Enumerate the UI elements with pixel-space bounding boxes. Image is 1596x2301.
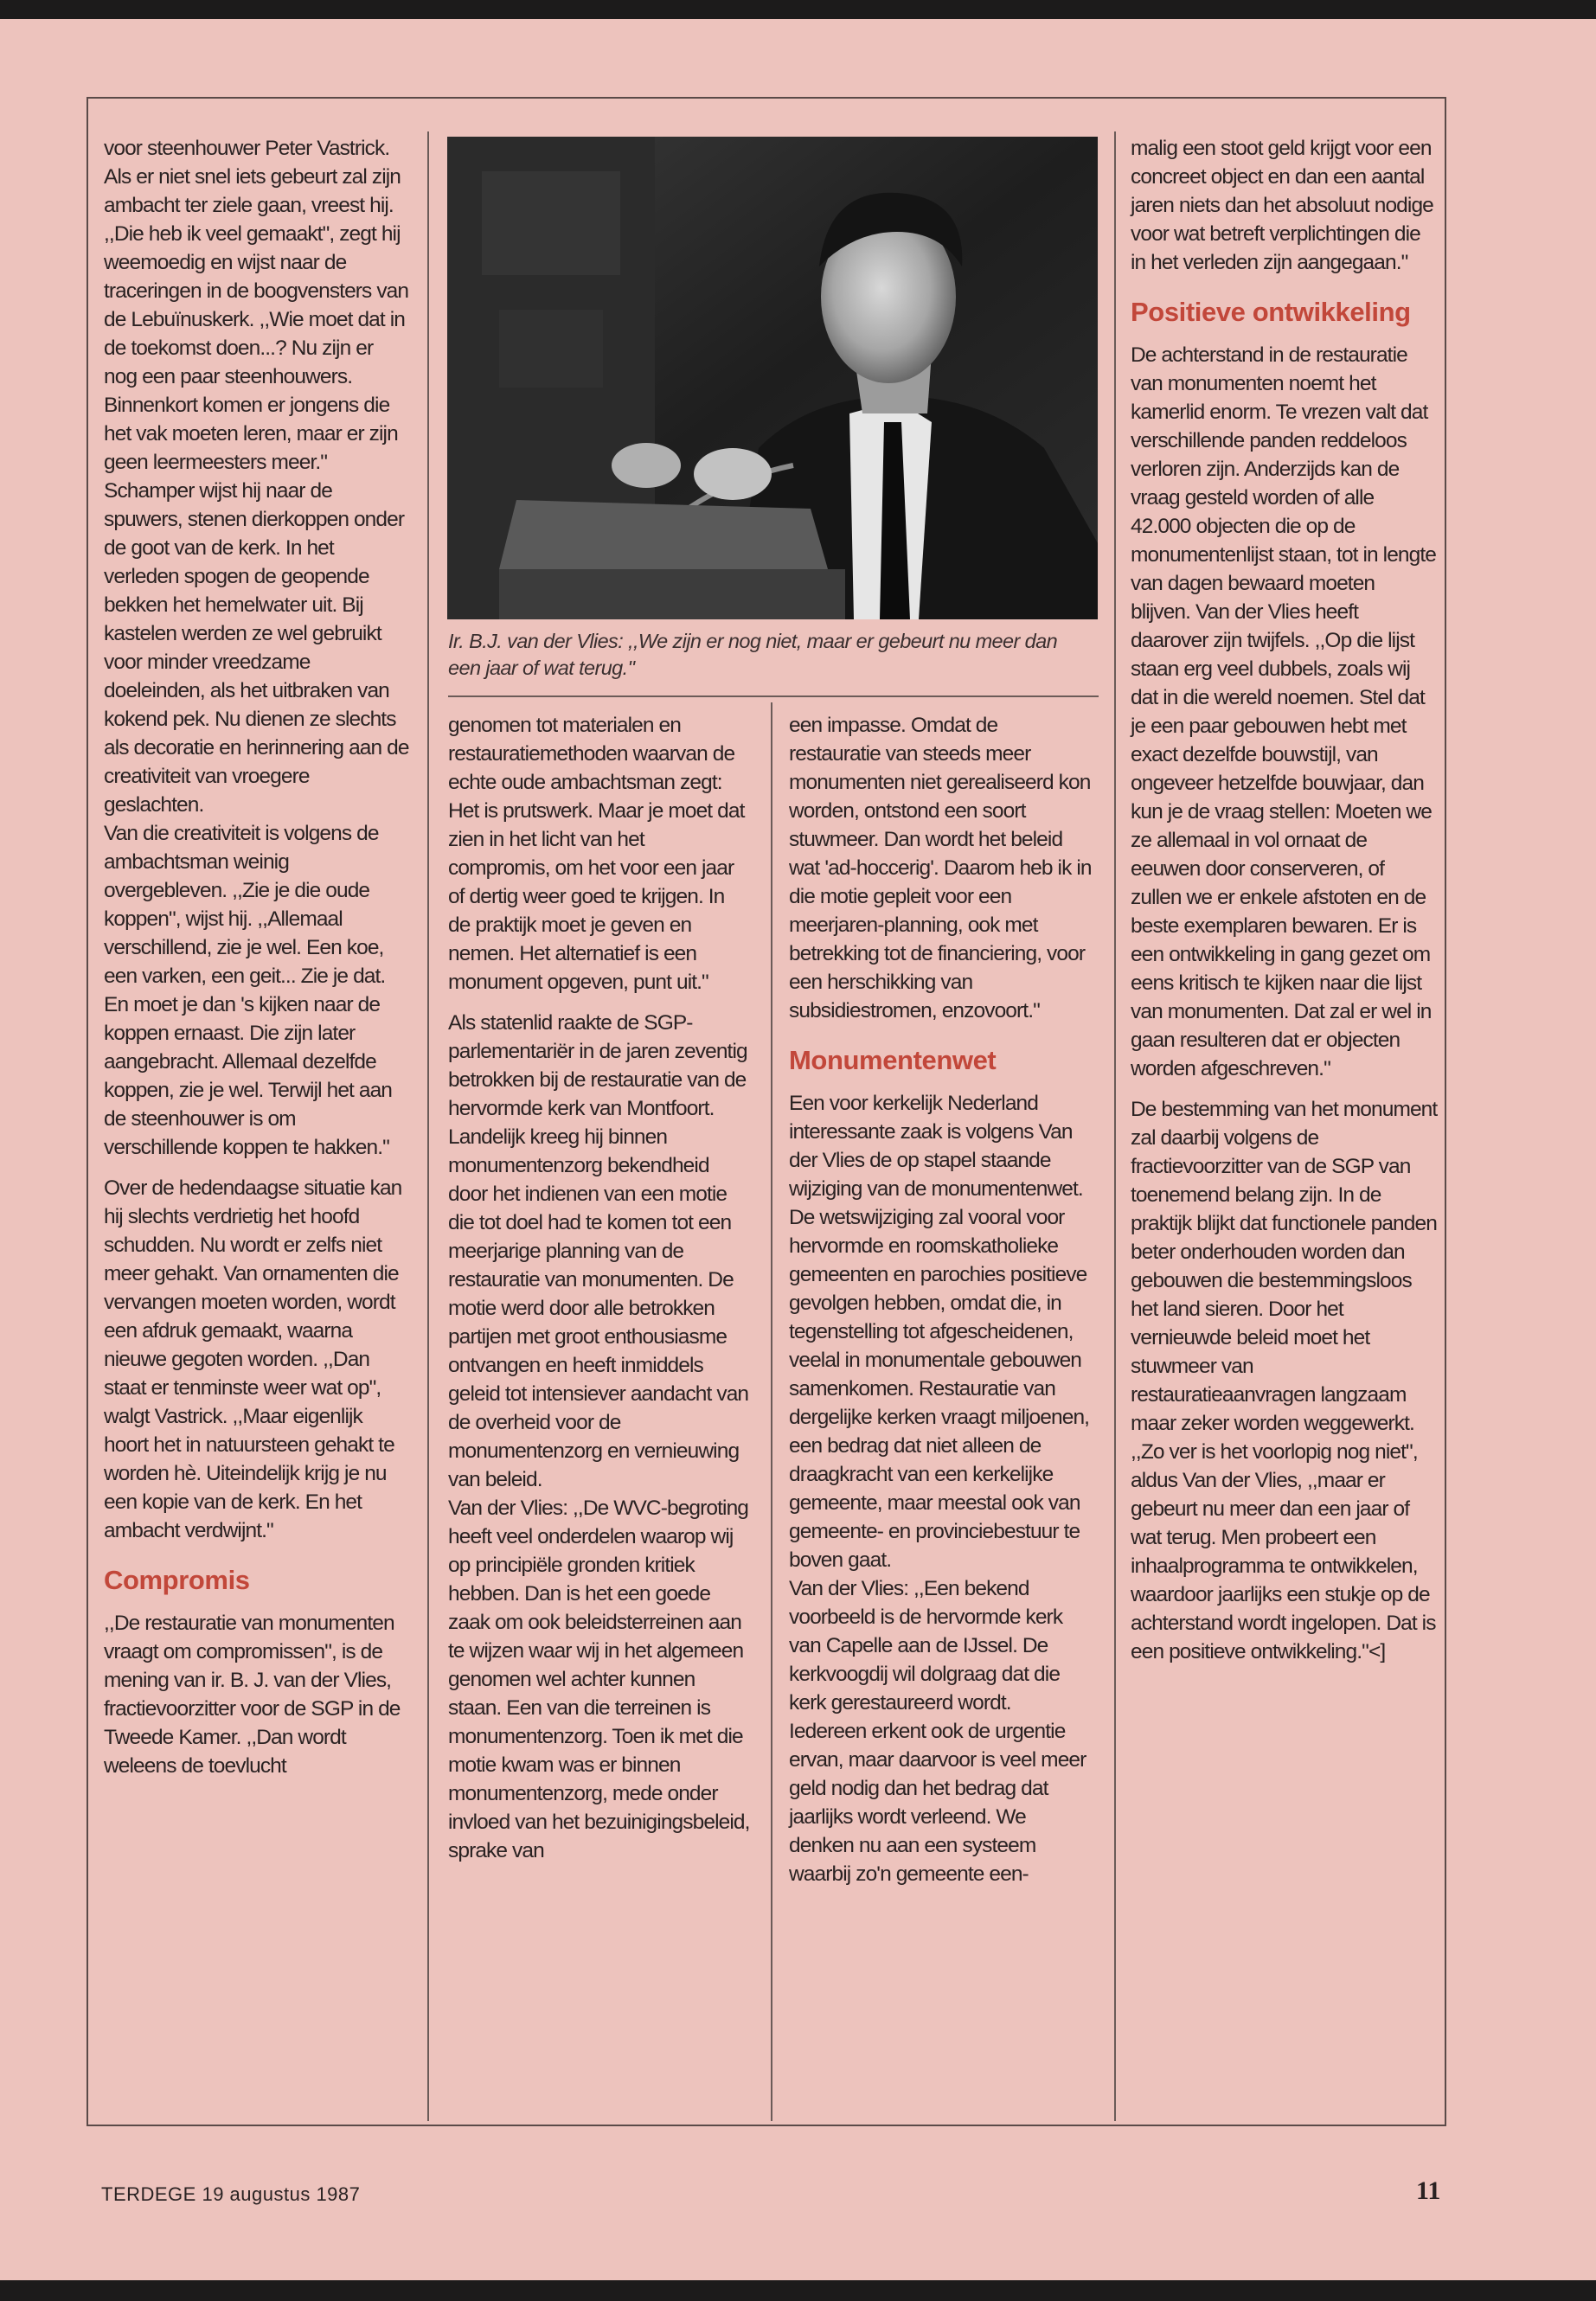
- caption-rule: [448, 695, 1099, 697]
- paragraph: Van die creativiteit is volgens de ambachtsman weinig overgebleven. ,,Zie je die oude koppen", wijst hij. ,,Allemaal verschillend, zie je wel. Een koe, een varken, een geit... Zie je dat. En moet je dan 's kijken naar de koppen ernaast. Die zijn later aangebracht. Allemaal dezelfde koppen, zie je wel. Terwijl het aan de steenhouwer is om verschillende koppen te hakken.": [104, 822, 393, 1159]
- paragraph: Van der Vlies: ,,De WVC-begroting heeft veel onderdelen waarop wij op principiële gronden kritiek hebben. Dan is het een goede zaak om ook beleidsterreinen aan te wijzen waar wij in het algemeen genomen wel achter kunnen staan. Een van die terreinen is monumentenzorg. Toen ik met die motie kwam was er binnen monumentenzorg, mede onder invloed van het bezuinigingsbeleid, sprake van: [448, 1497, 750, 1862]
- column-divider: [427, 131, 429, 2121]
- paragraph: Als statenlid raakte de SGP-parlementariër in de jaren zeventig betrokken bij de restauratie van de hervormde kerk van Montfoort. Landelijk kreeg hij binnen monumentenzorg bekendheid door het indienen van een motie die tot doel had te komen tot een meerjarige planning van de restauratie van monumenten. De motie werd door alle betrokken partijen met groot enthousiasme ontvangen en heeft inmiddels geleid tot intensiever aandacht van de overheid voor de monumentenzorg en vernieuwing van beleid.: [448, 1011, 749, 1491]
- paragraph: Schamper wijst hij naar de spuwers, stenen dierkoppen onder de goot van de kerk. In het verleden spogen de geopende bekken het hemelwater uit. Bij kastelen werden ze wel gebruikt voor minder vreedzame doeleinden, als het uitbraken van kokend pek. Nu dienen ze slechts als decoratie en herinnering aan de creativiteit van vroegere geslachten.: [104, 479, 409, 817]
- column-divider: [1114, 131, 1116, 2121]
- column-divider: [771, 702, 772, 2121]
- article-column-2: [448, 711, 751, 1865]
- paragraph: Van der Vlies: ,,Een bekend voorbeeld is de hervormde kerk van Capelle aan de IJssel. De kerkvoogdij wil dolgraag dat die kerk gerestaureerd wordt. Iedereen erkent ook de urgentie ervan, maar daarvoor is veel meer geld nodig dan het bedrag dat jaarlijks wordt verleend. We denken nu aan een systeem waarbij zo'n gemeente een-: [789, 1577, 1086, 1886]
- paragraph: Over de hedendaagse situatie kan hij slechts verdrietig het hoofd schudden. Nu wordt er zelfs niet meer gehakt. Van ornamenten die vervangen moeten worden, wordt een afdruk gemaakt, waarna nieuwe gegoten worden. ,,Dan staat er tenminste weer wat op", walgt Vastrick. ,,Maar eigenlijk hoort het in natuursteen gehakt te worden hè. Uiteindelijk krijg je nu een kopie van de kerk. En het ambacht verdwijnt.": [104, 1176, 402, 1542]
- article-column-1: [104, 134, 411, 1780]
- portrait-photo: [447, 137, 1098, 619]
- section-heading-compromis: Compromis: [104, 1565, 250, 1595]
- paragraph: De bestemming van het monument zal daarbij volgens de fractievoorzitter van de SGP van toenemend belang zijn. In de praktijk blijkt dat functionele panden beter onderhouden worden dan gebouwen die bestemmingsloos het land sieren. Door het vernieuwde beleid moet het stuwmeer van restauratieaanvragen langzaam maar zeker worden weggewerkt.: [1131, 1098, 1438, 1435]
- scan-bottom-edge: [0, 2280, 1596, 2301]
- paragraph: genomen tot materialen en restauratiemethoden waarvan de echte oude ambachtsman zegt: Het is prutswerk. Maar je moet dat zien in het licht van het compromis, om het voor een jaar of dertig weer goed te krijgen. In de praktijk moet je geven en nemen. Het alternatief is een monument opgeven, punt uit.": [448, 714, 745, 994]
- paragraph: malig een stoot geld krijgt voor een concreet object en dan een aantal jaren niets dan het absoluut nodige voor wat betreft verplichtingen die in het verleden zijn aangegaan.": [1131, 137, 1433, 274]
- paragraph: voor steenhouwer Peter Vastrick. Als er niet snel iets gebeurt zal zijn ambacht ter ziele gaan, vreest hij. ,,Die heb ik veel gemaakt", zegt hij weemoedig en wijst naar de traceringen in de boogvensters van de Lebuïnuskerk. ,,Wie moet dat in de toekomst doen...? Nu zijn er nog een paar steenhouwers. Binnenkort komen er jongens die het vak moeten leren, maar er zijn geen leermeesters meer.": [104, 137, 409, 474]
- publication-info: TERDEGE 19 augustus 1987: [101, 2183, 361, 2205]
- scan-top-edge: [0, 0, 1596, 19]
- paragraph: De achterstand in de restauratie van monumenten noemt het kamerlid enorm. Te vrezen valt dat verschillende panden reddeloos verloren zijn. Anderzijds kan de vraag gesteld worden of alle 42.000 objecten die op de monumentenlijst staan, tot in lengte van dagen bewaard moeten blijven. Van der Vlies heeft daarover zijn twijfels. ,,Op die lijst staan erg veel dubbels, zoals wij dat in die wereld noemen. Stel dat je een paar gebouwen hebt met exact dezelfde bouwstijl, van ongeveer hetzelfde bouwjaar, dan kun je de vraag stellen: Moeten we ze allemaal in vol ornaat de eeuwen door conserveren, of zullen we er enkele afstoten en de beste exemplaren bewaren. Er is een ontwikkeling in gang gezet om eens kritisch te kijken naar die lijst van monumenten. Dat zal er wel in gaan resulteren dat er objecten worden afgeschreven.": [1131, 343, 1437, 1080]
- paragraph: een impasse. Omdat de restauratie van steeds meer monumenten niet gerealiseerd kon worden, ontstond een soort stuwmeer. Dan wordt het beleid wat 'ad-hoccerig'. Daarom heb ik in die motie gepleit voor een meerjaren-planning, ook met betrekking tot de financiering, voor een herschikking van subsidiestromen, enzovoort.": [789, 714, 1092, 1022]
- paragraph: Een voor kerkelijk Nederland interessante zaak is volgens Van der Vlies de op stapel staande wijziging van de monumentenwet. De wetswijziging zal vooral voor hervormde en roomskatholieke gemeenten en parochies positieve gevolgen hebben, omdat die, in tegenstelling tot afgescheidenen, veelal in monumentale gebouwen samenkomen. Restauratie van dergelijke kerken vraagt miljoenen, een bedrag dat niet alleen de draagkracht van een kerkelijke gemeente, maar meestal ook van gemeente- en provinciebestuur te boven gaat.: [789, 1092, 1090, 1572]
- article-column-3: [789, 711, 1092, 1888]
- section-heading-monumentenwet: Monumentenwet: [789, 1045, 997, 1075]
- article-column-4: [1131, 134, 1438, 1666]
- paragraph: ,,Zo ver is het voorlopig nog niet", aldus Van der Vlies, ,,maar er gebeurt nu meer dan een jaar of wat terug. Men probeert een inhaalprogramma te ontwikkelen, waardoor jaarlijks een stukje op de achterstand wordt ingelopen. Dat is een positieve ontwikkeling."<]: [1131, 1440, 1436, 1663]
- section-heading-positieve-ontwikkeling: Positieve ontwikkeling: [1131, 297, 1411, 327]
- photo-caption: Ir. B.J. van der Vlies: ,,We zijn er nog niet, maar er gebeurt nu meer dan een jaar of wat terug.": [448, 630, 1058, 679]
- speaker-photo-illustration: [447, 137, 1098, 619]
- page-number: 11: [1416, 2176, 1441, 2205]
- paragraph: ,,De restauratie van monumenten vraagt om compromissen", is de mening van ir. B. J. van der Vlies, fractievoorzitter voor de SGP in de Tweede Kamer. ,,Dan wordt weleens de toevlucht: [104, 1612, 401, 1778]
